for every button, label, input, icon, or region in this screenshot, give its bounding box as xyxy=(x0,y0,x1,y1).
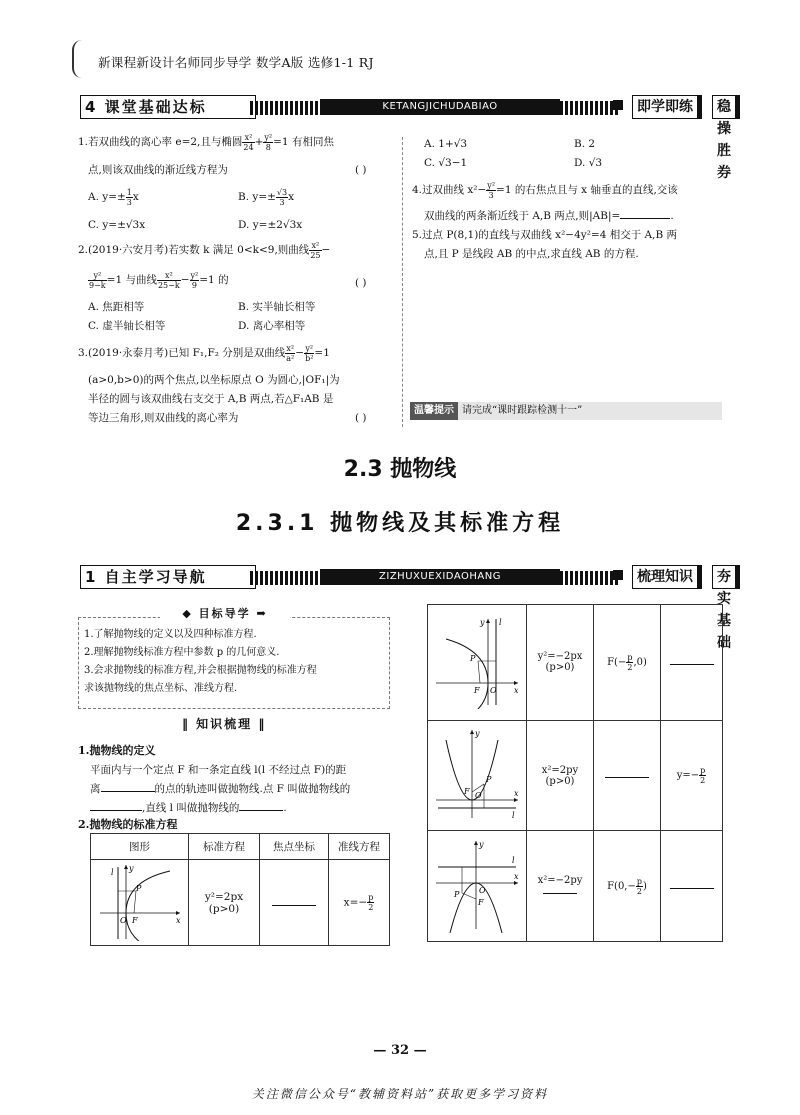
question-3-line-4: 等边三角形,则双曲线的离心率为 xyxy=(88,412,239,424)
banner-tag-2: 稳操胜券 xyxy=(712,95,740,119)
equation-cell xyxy=(189,860,260,946)
graph-label-p: P xyxy=(486,775,492,784)
banner-title: 1 自主学习导航 xyxy=(80,565,256,589)
standard-equation-heading: 2.抛物线的标准方程 xyxy=(78,818,178,831)
condition-blank xyxy=(543,893,577,894)
goals-title: ◆ 目标导学 ➡ xyxy=(160,605,290,621)
graph-label-o: O xyxy=(475,791,482,800)
equation-text: x²=2py xyxy=(541,764,579,776)
parabola-down-graph xyxy=(432,837,522,933)
table-row xyxy=(428,831,723,942)
knowledge-title: ‖ 知识梳理 ‖ xyxy=(182,717,267,731)
question-1-line-2: 点,则该双曲线的渐近线方程为 xyxy=(88,164,228,176)
table-header-directrix: 准线方程 xyxy=(329,834,390,860)
question-1-option-b: B. y=± $\frac{√3}{3}$ x xyxy=(238,187,295,207)
graph-cell xyxy=(428,831,527,942)
directrix-cell: y=− $\frac{p}{2}$ xyxy=(661,720,723,831)
graph-label-l: l xyxy=(512,811,515,820)
reminder-text: 请完成“课时跟踪检测十一” xyxy=(462,405,583,416)
graph-label-x: x xyxy=(514,789,519,798)
banner-pinyin: ZIZHUXUEXIDAOHANG xyxy=(320,569,560,585)
equation-table xyxy=(90,833,390,946)
question-3-option-d: D. √3 xyxy=(574,157,603,169)
focus-cell xyxy=(594,720,661,831)
focus-cell xyxy=(260,860,329,946)
footer-note: 关注微信公众号“教辅资料站”获取更多学习资料 xyxy=(251,1087,549,1101)
question-3-line-1: 3.(2019·永泰月考)已知 F₁,F₂ 分别是双曲线 $\frac{\text{x²}}{\text{a²}}$ − $\frac{\text{y²}}{\text{b²}}$ =1 xyxy=(78,343,330,363)
question-3-option-c: C. √3−1 xyxy=(424,157,468,169)
graph-cell xyxy=(428,720,527,831)
graph-label-x: x xyxy=(514,685,519,695)
graph-label-l: l xyxy=(512,855,515,865)
graph-label-p: P xyxy=(135,884,141,893)
question-3-option-a: A. 1+√3 xyxy=(424,138,468,150)
reminder-label: 温馨提示 xyxy=(410,402,458,420)
directrix-cell xyxy=(661,605,723,721)
reminder-bar xyxy=(410,402,722,420)
graph-label-p: P xyxy=(470,653,476,663)
graph-label-y: y xyxy=(475,729,480,738)
equation-cell xyxy=(527,831,594,942)
equation-text: y²=2px xyxy=(204,890,244,903)
focus-cell: F(− $\frac{p}{2}$ ,0) xyxy=(594,605,661,721)
table-row xyxy=(91,860,390,946)
parabola-right-graph xyxy=(96,861,184,941)
focus-cell: F(0,− $\frac{p}{2}$ ) xyxy=(594,831,661,942)
question-3-paren: ( ) xyxy=(355,412,367,424)
table-header-equation: 标准方程 xyxy=(189,834,260,860)
directrix-cell: x=− $\frac{p}{2}$ xyxy=(329,860,390,946)
graph-cell xyxy=(91,860,189,946)
banner-pinyin: KETANGJICHUDABIAO xyxy=(320,99,560,115)
question-1-line-1: 1.若双曲线的离心率 e=2,且与椭圆 $\frac{\text{x²}}{24}$ + $\frac{\text{y²}}{8}$ =1 有相同焦 xyxy=(78,132,334,152)
graph-label-y: y xyxy=(128,864,134,873)
equation-cell xyxy=(527,720,594,831)
definition-line-3: ,直线 l 叫做抛物线的 . xyxy=(90,798,287,818)
condition-text: (p>0) xyxy=(545,775,575,787)
question-1-option-a: A. y=± $\frac{1}{3}$ x xyxy=(88,187,139,207)
table-header-focus: 焦点坐标 xyxy=(260,834,329,860)
banner-tag-2: 夯实基础 xyxy=(712,565,740,589)
graph-label-f: F xyxy=(131,916,138,925)
equation-table-continued xyxy=(427,604,723,942)
definition-heading: 1.抛物线的定义 xyxy=(78,744,156,757)
question-3-line-3: 半径的圆与该双曲线右支交于 A,B 两点,若△F₁AB 是 xyxy=(88,393,334,405)
graph-label-f: F xyxy=(474,685,480,695)
directrix-blank xyxy=(670,664,714,665)
definition-line-1: 平面内与一个定点 F 和一条定直线 l(l 不经过点 F)的距 xyxy=(90,764,347,776)
graph-label-x: x xyxy=(514,871,519,881)
graph-label-f: F xyxy=(478,897,484,907)
question-2-option-b: B. 实半轴长相等 xyxy=(238,301,316,313)
table-row xyxy=(428,605,723,721)
graph-label-l: l xyxy=(499,617,502,627)
page-number: — 32 — xyxy=(373,1043,427,1058)
equation-text: y²=−2px xyxy=(537,651,583,663)
directrix-cell xyxy=(661,831,723,942)
parabola-up-graph xyxy=(432,726,522,822)
question-2-paren: ( ) xyxy=(355,277,367,289)
graph-label-y: y xyxy=(480,617,485,627)
goal-item: 3.会求抛物线的标准方程,并会根据抛物线的标准方程 xyxy=(84,665,317,676)
section-subtitle: 2.3.1 抛物线及其标准方程 xyxy=(235,511,565,536)
graph-label-f: F xyxy=(464,787,470,796)
condition-text: (p>0) xyxy=(545,662,575,674)
table-row xyxy=(428,720,723,831)
goal-item: 求该抛物线的焦点坐标、准线方程. xyxy=(84,683,238,694)
graph-cell xyxy=(428,605,527,721)
question-5-line-2: 点,且 P 是线段 AB 的中点,求直线 AB 的方程. xyxy=(424,248,639,260)
question-1-option-d: D. y=±2√3x xyxy=(238,219,303,231)
focus-blank xyxy=(605,777,649,778)
section-title: 2.3 抛物线 xyxy=(343,457,457,482)
graph-label-o: O xyxy=(479,885,486,895)
equation-cell xyxy=(527,605,594,721)
banner-title: 4 课堂基础达标 xyxy=(80,95,256,119)
parabola-left-graph xyxy=(432,613,522,709)
goal-item: 2.理解抛物线标准方程中参数 p 的几何意义. xyxy=(84,647,280,658)
question-1-paren: ( ) xyxy=(355,164,367,176)
question-1-option-c: C. y=±√3x xyxy=(88,219,146,231)
question-2-line-1: 2.(2019·六安月考)若实数 k 满足 0<k<9,则曲线 $\frac{\text{x²}}{25}$ − xyxy=(78,240,331,260)
banner-square-icon xyxy=(613,100,623,110)
graph-label-o: O xyxy=(119,916,127,925)
question-3-option-b: B. 2 xyxy=(574,138,596,150)
directrix-blank xyxy=(670,888,714,889)
question-2-line-2: $\frac{\text{y²}}{9-k}$ =1 与曲线 $\frac{\text{x²}}{25-k}$ − $\frac{\text{y²}}{9}$ =1 的 xyxy=(89,270,229,290)
definition-line-2: 离 的点的轨迹叫做抛物线.点 F 叫做抛物线的 xyxy=(90,783,351,795)
graph-label-l: l xyxy=(110,868,114,877)
goal-item: 1.了解抛物线的定义以及四种标准方程. xyxy=(84,629,257,640)
header-bracket xyxy=(72,40,84,78)
question-2-option-a: A. 焦距相等 xyxy=(88,301,145,313)
table-header-graph: 图形 xyxy=(91,834,189,860)
equation-text: x²=−2py xyxy=(537,875,583,887)
graph-label-p: P xyxy=(454,889,460,899)
table-header-row xyxy=(91,834,390,860)
banner-square-icon xyxy=(613,570,623,580)
question-3-line-2: (a>0,b>0)的两个焦点,以坐标原点 O 为圆心,|OF₁|为 xyxy=(88,374,340,386)
focus-blank xyxy=(272,905,316,906)
graph-label-y: y xyxy=(479,839,484,849)
condition-text: (p>0) xyxy=(208,902,240,915)
question-4-line-2: 双曲线的两条渐近线于 A,B 两点,则|AB|= . xyxy=(424,210,674,222)
question-2-option-c: C. 虚半轴长相等 xyxy=(88,320,166,332)
graph-label-x: x xyxy=(175,916,181,925)
question-2-option-d: D. 离心率相等 xyxy=(238,320,306,332)
running-header: 新课程新设计名师同步导学 数学A版 选修1-1 RJ xyxy=(98,55,374,70)
question-5-line-1: 5.过点 P(8,1)的直线与双曲线 x²−4y²=4 相交于 A,B 两 xyxy=(412,229,678,241)
banner-tag-1: 即学即练 xyxy=(632,95,702,119)
graph-label-o: O xyxy=(490,685,497,695)
column-divider xyxy=(402,137,403,427)
question-4-line-1: 4.过双曲线 x²− $\frac{\text{y²}}{3}$ =1 的右焦点且与 x 轴垂直的直线,交该 xyxy=(412,180,678,200)
banner-tag-1: 梳理知识 xyxy=(632,565,702,589)
